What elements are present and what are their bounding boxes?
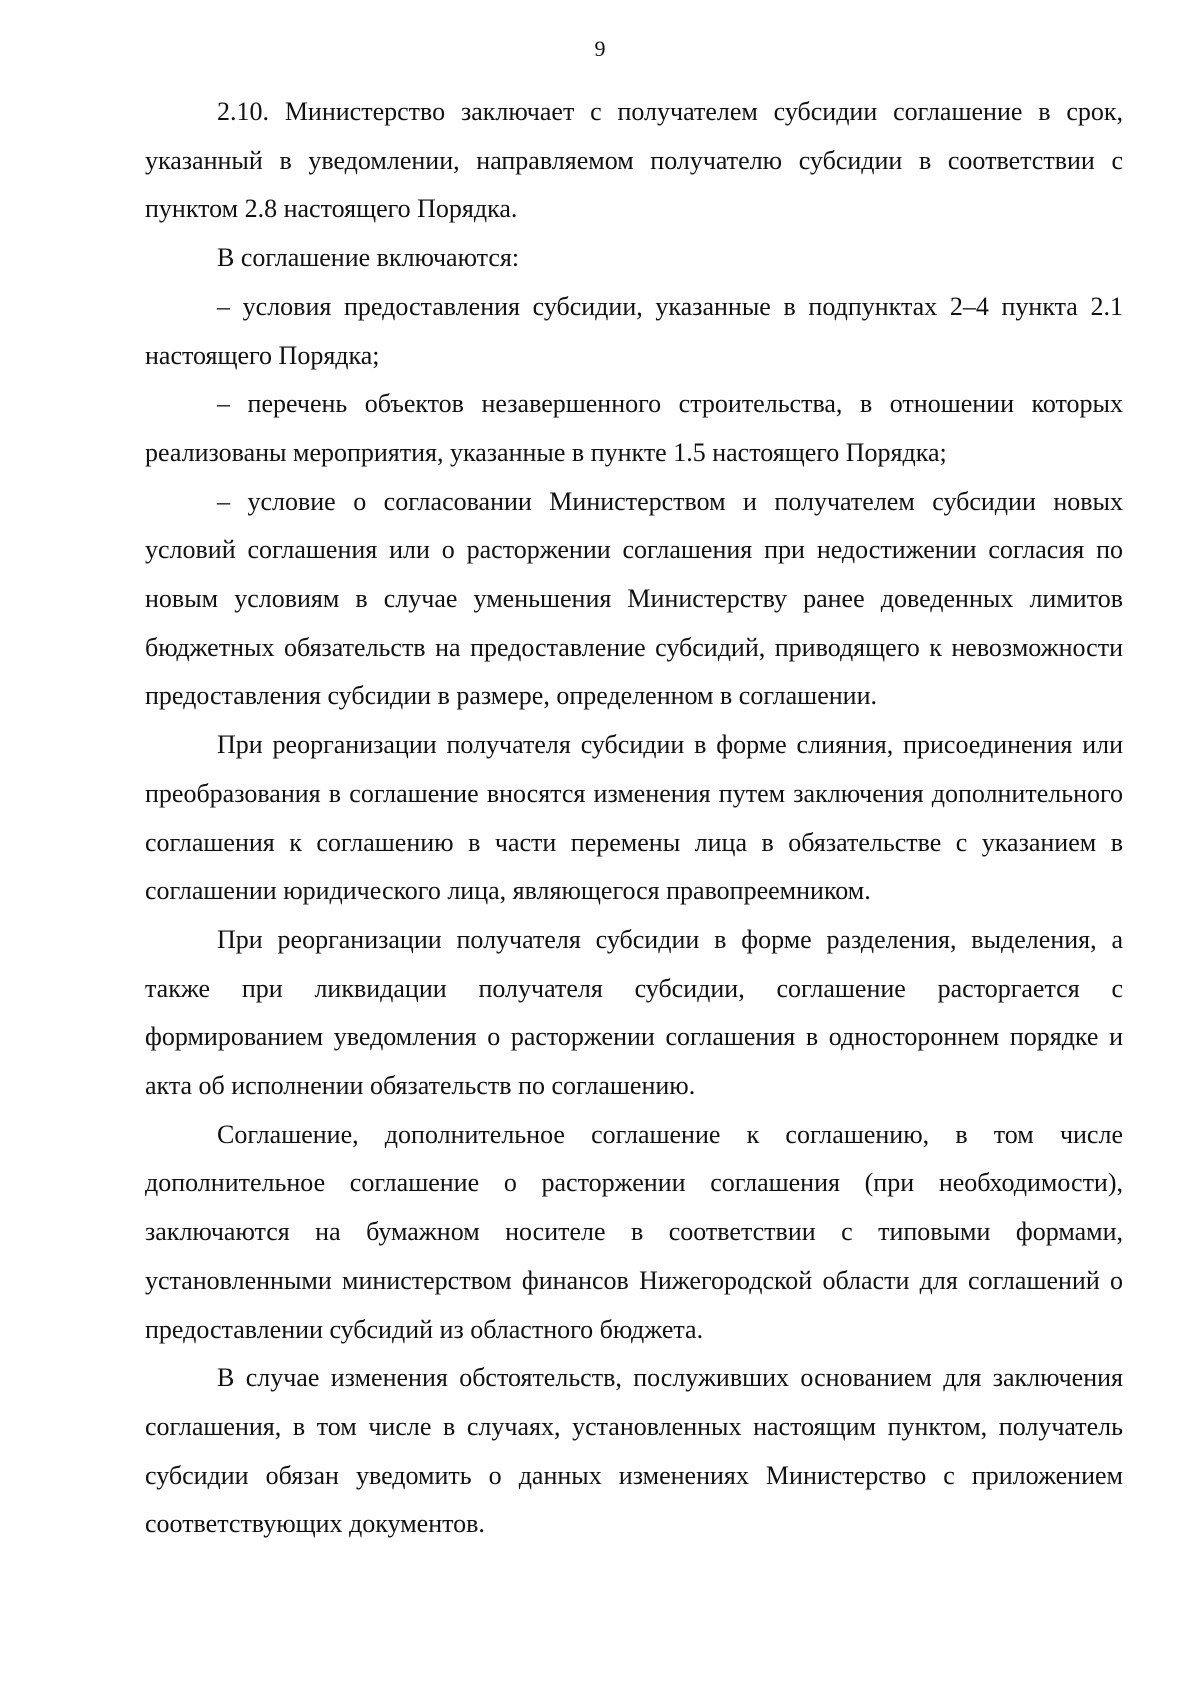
paragraph-change-circumstances: В случае изменения обстоятельств, послуживших основанием для заключения соглашения, в том числе в случаях, установленных настоящим пунктом, получатель субсидии обязан уведомить о данных изменениях Министерство с приложением соответствующих документов. <box>145 1363 1123 1539</box>
list-item-objects: – перечень объектов незавершенного строительства, в отношении которых реализованы мероприятия, указанные в пункте 1.5 настоящего Порядка; <box>145 389 1123 467</box>
list-item-conditions: – условия предоставления субсидии, указанные в подпунктах 2–4 пункта 2.1 настоящего Порядка; <box>145 291 1123 370</box>
paragraph-reorganization-division: При реорганизации получателя субсидии в форме разделения, выделения, а также при ликвидации получателя субсидии, соглашение расторгается с формированием уведомления о расторжении соглашения в одностороннем порядке и акта об исполнении обязательств по соглашению. <box>145 924 1123 1101</box>
page-number: 9 <box>594 36 606 61</box>
list-item-agreement-condition: – условие о согласовании Министерством и получателем субсидии новых условий соглашения или о расторжении соглашения при недостижении согласия по новым условиям в случае уменьшения Министерству ранее доведенных лимитов бюджетных обязательств на предоставление субсидий, приводящего к невозможности предоставления субсидии в размере, определенном в соглашении. <box>145 486 1123 711</box>
paragraph-reorganization-merger: При реорганизации получателя субсидии в форме слияния, присоединения или преобразования в соглашение вносятся изменения путем заключения дополнительного соглашения к соглашению в части перемены лица в обязательстве с указанием в соглашении юридического лица, являющегося правопреемником. <box>145 730 1123 906</box>
paragraph-2-10: 2.10. Министерство заключает с получателем субсидии соглашение в срок, указанный в уведомлении, направляемом получателю субсидии в соответствии с пунктом 2.8 настоящего Порядка. <box>145 97 1123 224</box>
paragraph-agreement-forms: Соглашение, дополнительное соглашение к соглашению, в том числе дополнительное соглашение о расторжении соглашения (при необходимости), заключаются на бумажном носителе в соответствии с типовыми формами, установленными министерством финансов Нижегородской области для соглашений о предоставлении субсидий из областного бюджета. <box>145 1119 1123 1344</box>
paragraph-agreement-includes: В соглашение включаются: <box>217 243 520 273</box>
document-body <box>145 88 1123 1549</box>
